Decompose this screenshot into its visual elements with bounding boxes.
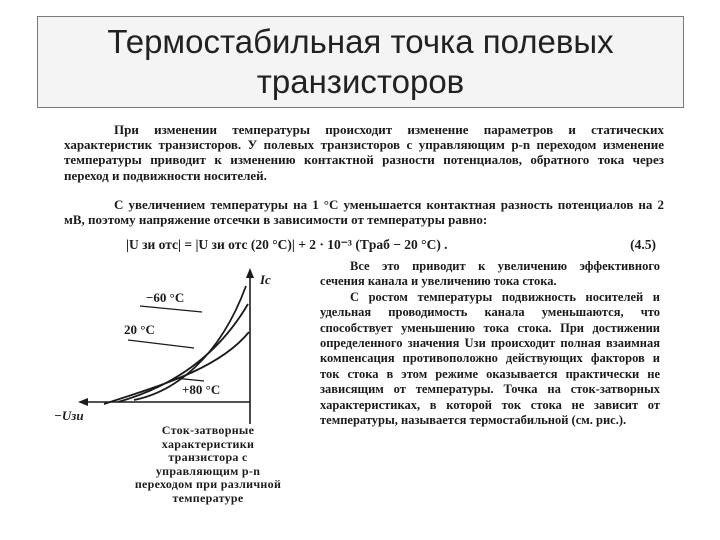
paragraph-effective-section: Все это приводит к увеличению эффективного сечения канала и увеличению тока стока. — [320, 259, 660, 289]
curve-plus-80 — [104, 332, 249, 404]
caption-line: Сток-затворные — [161, 423, 255, 437]
scanned-page — [44, 116, 664, 518]
curve-label-plus-80: +80 °C — [182, 382, 221, 397]
figure-caption — [92, 424, 324, 506]
equation: |U зи отс| = |U зи отс (20 °C)| + 2 · 10⁻³ (Tраб − 20 °C) . — [126, 237, 448, 252]
caption-line: управляющим p-n — [155, 463, 261, 478]
right-column-text — [320, 259, 660, 428]
paragraph-thermostable-point: С ростом температуры подвижность носителей и удельная проводимость канала уменьшаются, что способствует уменьшению тока стока. При достижении определенного значения Uзи происходит полная взаимная компенсация противоположно действующих факторов и ток стока в этом режиме оказывается практически не зависящим от температуры. Точка на сток-затворных характеристиках, в которой ток стока не зависит от температуры, называется термостабильной (см. рис.). — [320, 289, 660, 428]
slide-title-line-1: Термостабильная точка полевых — [107, 23, 614, 60]
equation-number: (4.5) — [630, 237, 656, 252]
x-axis-arrow-icon — [78, 398, 88, 406]
caption-line: температуре — [172, 490, 244, 505]
curve-label-minus-60: −60 °C — [146, 290, 185, 305]
y-axis-label: Iс — [260, 272, 271, 287]
x-axis-label: −Uзи — [54, 408, 84, 423]
curve-label-20: 20 °C — [124, 322, 155, 337]
transfer-characteristics-figure — [54, 264, 314, 428]
y-axis-arrow-icon — [246, 268, 254, 278]
paragraph-contact-potential: С увеличением температуры на 1 °C уменьшается контактная разность потенциалов на 2 мВ, поэтому напряжение отсечки в зависимости от температуры равно: — [64, 197, 664, 228]
caption-line: характеристики — [161, 436, 255, 451]
equation-line — [126, 237, 664, 253]
caption-line: транзистора с — [168, 450, 248, 465]
paragraph-temperature-effects: При изменении температуры происходит изменение параметров и статических характеристик транзисторов. У полевых транзисторов с управляющим p-n переходом изменение температуры приводит к изменению контактной разности потенциалов, обратного тока через переход и подвижности носителей. — [64, 122, 664, 183]
title-box — [37, 16, 684, 108]
label-leader-minus-60 — [140, 306, 202, 312]
caption-line: переходом при различной — [134, 477, 282, 492]
slide-title-line-2: транзисторов — [256, 63, 465, 100]
label-leader-20 — [128, 340, 194, 348]
